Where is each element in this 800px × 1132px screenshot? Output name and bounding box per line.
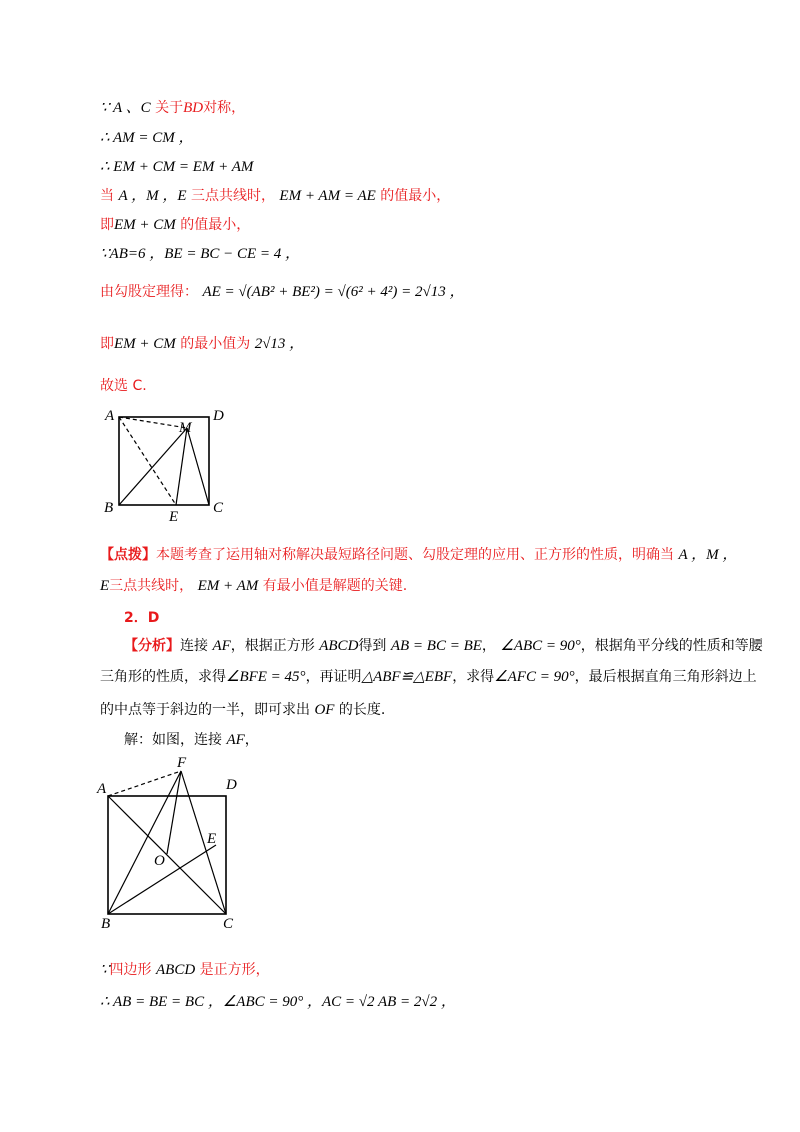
step-result: 即EM + CM 的最小值为 2√13 ，: [100, 336, 305, 352]
label-a: A: [105, 408, 115, 424]
label-b: B: [101, 916, 111, 932]
label-d: D: [213, 408, 224, 424]
label-b: B: [104, 500, 114, 516]
label-d: D: [226, 777, 237, 793]
segment-ae: [119, 417, 176, 505]
segment-am: [119, 417, 187, 428]
dianbo-line1: 【点拨】本题考查了运用轴对称解决最短路径问题、勾股定理的应用、正方形的性质，明确当 A ，M ，: [100, 547, 738, 563]
fenxi-line3: 的中点等于斜边的一半，即可求出 OF 的长度.: [100, 702, 386, 718]
label-f: F: [177, 755, 187, 771]
step-min-value: 即EM + CM 的值最小，: [100, 217, 251, 233]
segment-bf: [108, 771, 181, 914]
step-answer: 故选 C.: [100, 378, 147, 394]
square-outline: [119, 417, 209, 505]
segment-fc: [181, 771, 226, 914]
fenxi-line2: 三角形的性质，求得∠BFE = 45°，再证明△ABF≌△EBF，求得∠AFC = 90°，最后根据直角三角形斜边上: [100, 669, 757, 685]
step-am-cm: ∴ AM = CM ，: [100, 130, 194, 146]
step-em-cm: ∴ EM + CM = EM + AM: [100, 159, 254, 175]
label-a: A: [97, 781, 107, 797]
solution-intro: 解：如图，连接 AF，: [124, 732, 259, 748]
label-c: C: [223, 916, 234, 932]
label-o: O: [154, 853, 165, 869]
segment-ac: [108, 796, 226, 914]
dianbo-line2: E三点共线时， EM + AM 有最小值是解题的关键.: [100, 578, 408, 594]
label-c: C: [213, 500, 224, 516]
end-line2: ∴ AB = BE = BC ，∠ABC = 90° ，AC = √2 AB = 2√2 ，: [100, 994, 456, 1010]
fenxi-line1: 【分析】连接 AF，根据正方形 ABCD得到 AB = BC = BE， ∠ABC = 90°，根据角平分线的性质和等腰: [124, 638, 763, 654]
step-pythagoras: 由勾股定理得： AE = √(AB² + BE²) = √(6² + 4²) = 2√13 ，: [100, 284, 465, 300]
segment-mc: [187, 428, 209, 505]
figure-square-abcd-2: [95, 755, 255, 935]
label-m: M: [179, 420, 192, 436]
step-be: ∵AB=6 ，BE = BC − CE = 4 ，: [100, 246, 301, 262]
label-e: E: [207, 831, 217, 847]
label-e: E: [169, 509, 179, 522]
question-2-answer: 2．D: [124, 610, 160, 626]
figure-square-abcd-1: [95, 402, 245, 522]
step-symmetry: ∵ A 、C 关于BD对称，: [100, 100, 246, 116]
segment-bm: [119, 428, 187, 505]
segment-me: [176, 428, 187, 505]
end-line1: ∵四边形 ABCD 是正方形，: [100, 962, 270, 978]
step-collinear: 当 A ，M ，E 三点共线时， EM + AM = AE 的值最小，: [100, 188, 451, 204]
